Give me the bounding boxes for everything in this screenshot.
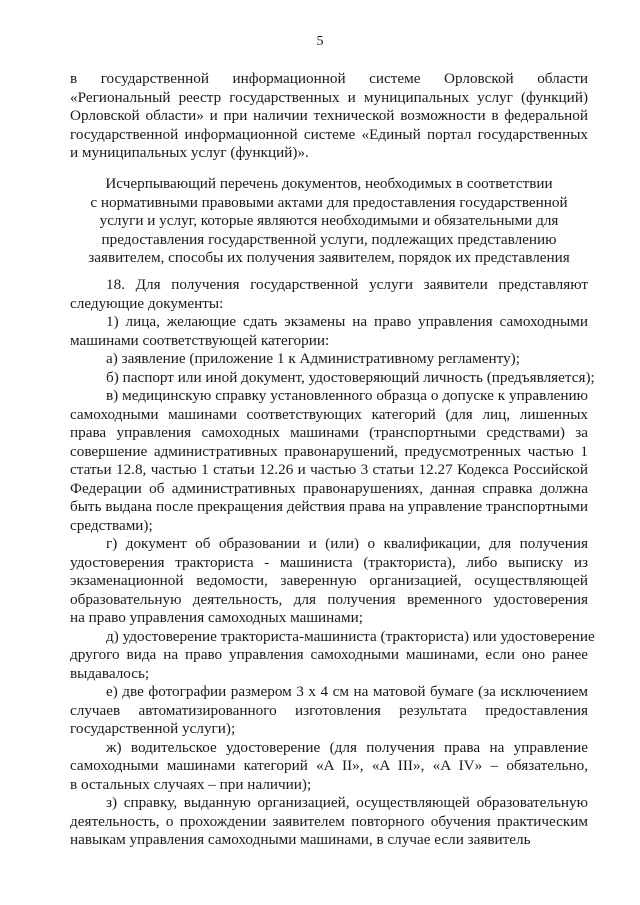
intro-line: Орловской области» и при наличии технической возможности в федеральной <box>70 107 588 124</box>
paragraph-line: д) удостоверение тракториста-машиниста (тракториста) или удостоверение <box>106 627 595 645</box>
paragraph-line: средствами); <box>70 516 153 534</box>
body-paragraph <box>70 350 588 369</box>
paragraph-line: статьи 12.8, частью 1 статьи 12.26 и частью 3 статьи 12.27 Кодекса Российской <box>70 461 588 478</box>
paragraph-line: экзаменационной ведомости, заверенную организацией, осуществляющей <box>70 572 588 589</box>
intro-paragraph <box>70 70 588 163</box>
body-paragraph <box>70 313 588 350</box>
paragraph-line: в) медицинскую справку установленного образца о допуске к управлению <box>106 387 588 404</box>
paragraph-line: выдавалось; <box>70 664 150 682</box>
body-paragraph <box>70 535 588 628</box>
paragraph-line: а) заявление (приложение 1 к Административному регламенту); <box>106 350 520 367</box>
body-paragraph <box>70 739 588 795</box>
intro-line: государственной информационной системе «Единый портал государственных <box>70 125 588 143</box>
paragraph-line: навыкам управления самоходными машинами, в случае если заявитель <box>70 831 531 848</box>
heading-line: с нормативными правовыми актами для предоставления государственной <box>90 193 568 211</box>
section-heading <box>70 175 588 268</box>
paragraph-line: з) справку, выданную организацией, осуществляющей образовательную <box>106 794 588 811</box>
paragraph-line: б) паспорт или иной документ, удостоверяющий личность (предъявляется); <box>106 368 595 386</box>
heading-line: предоставления государственной услуги, подлежащих представлению <box>101 230 557 248</box>
body-paragraph <box>70 276 588 313</box>
paragraph-line: е) две фотографии размером 3 х 4 см на матовой бумаге (за исключением <box>106 683 588 700</box>
heading-line: услуги и услуг, которые являются необходимыми и обязательными для <box>99 212 559 229</box>
body-paragraph <box>70 387 588 535</box>
page-number: 5 <box>316 34 324 49</box>
body-paragraph <box>70 368 595 388</box>
paragraph-line: самоходными машинами категорий «A II», «A III», «A IV» – обязательно, <box>70 757 588 774</box>
paragraph-line: самоходными машинами соответствующих категорий (для лиц, лишенных <box>70 405 588 423</box>
paragraph-line: совершение административных правонарушений, предусмотренных частью 1 <box>70 442 588 460</box>
paragraph-line: следующие документы: <box>70 294 224 312</box>
paragraph-line: права управления самоходных машинами (транспортными средствами) за <box>70 424 588 441</box>
paragraph-line: образовательную деятельность, для получения временного удостоверения <box>70 590 588 608</box>
body-paragraph <box>70 627 595 684</box>
paragraph-line: 1) лица, желающие сдать экзамены на право управления самоходными <box>106 313 588 330</box>
heading-line: Исчерпывающий перечень документов, необходимых в соответствии <box>105 175 553 192</box>
intro-line: «Региональный реестр государственных и муниципальных услуг (функций) <box>70 88 588 106</box>
paragraph-line: быть выдана после прекращения действия права на управление транспортными <box>70 498 588 515</box>
paragraph-line: удостоверения тракториста - машиниста (тракториста), либо выписку из <box>70 553 588 571</box>
paragraph-line: другого вида на право управления самоходными машинами, если оно ранее <box>70 646 588 663</box>
intro-line: в государственной информационной системе Орловской области <box>70 70 588 87</box>
heading-line: заявителем, способы их получения заявителем, порядок их представления <box>88 249 570 266</box>
paragraph-line: случаев автоматизированного изготовления результата предоставления <box>70 701 588 719</box>
paragraph-line: ж) водительское удостоверение (для получения права на управление <box>106 738 588 756</box>
paragraph-line: 18. Для получения государственной услуги заявители представляют <box>106 276 588 293</box>
body-paragraph <box>70 794 588 850</box>
paragraph-line: г) документ об образовании и (или) о квалификации, для получения <box>106 535 588 552</box>
paragraph-line: деятельность, о прохождении заявителем повторного обучения практическим <box>70 812 588 830</box>
paragraph-line: Федерации об административных правонарушениях, данная справка должна <box>70 479 588 497</box>
paragraph-line: в остальных случаях – при наличии); <box>70 775 312 793</box>
paragraph-line: государственной услуги); <box>70 720 236 737</box>
document-body <box>70 276 595 850</box>
paragraph-line: машинами соответствующей категории: <box>70 331 330 349</box>
intro-line: и муниципальных услуг (функций)». <box>70 144 309 161</box>
body-paragraph <box>70 683 588 739</box>
paragraph-line: на право управления самоходных машинами; <box>70 609 363 626</box>
